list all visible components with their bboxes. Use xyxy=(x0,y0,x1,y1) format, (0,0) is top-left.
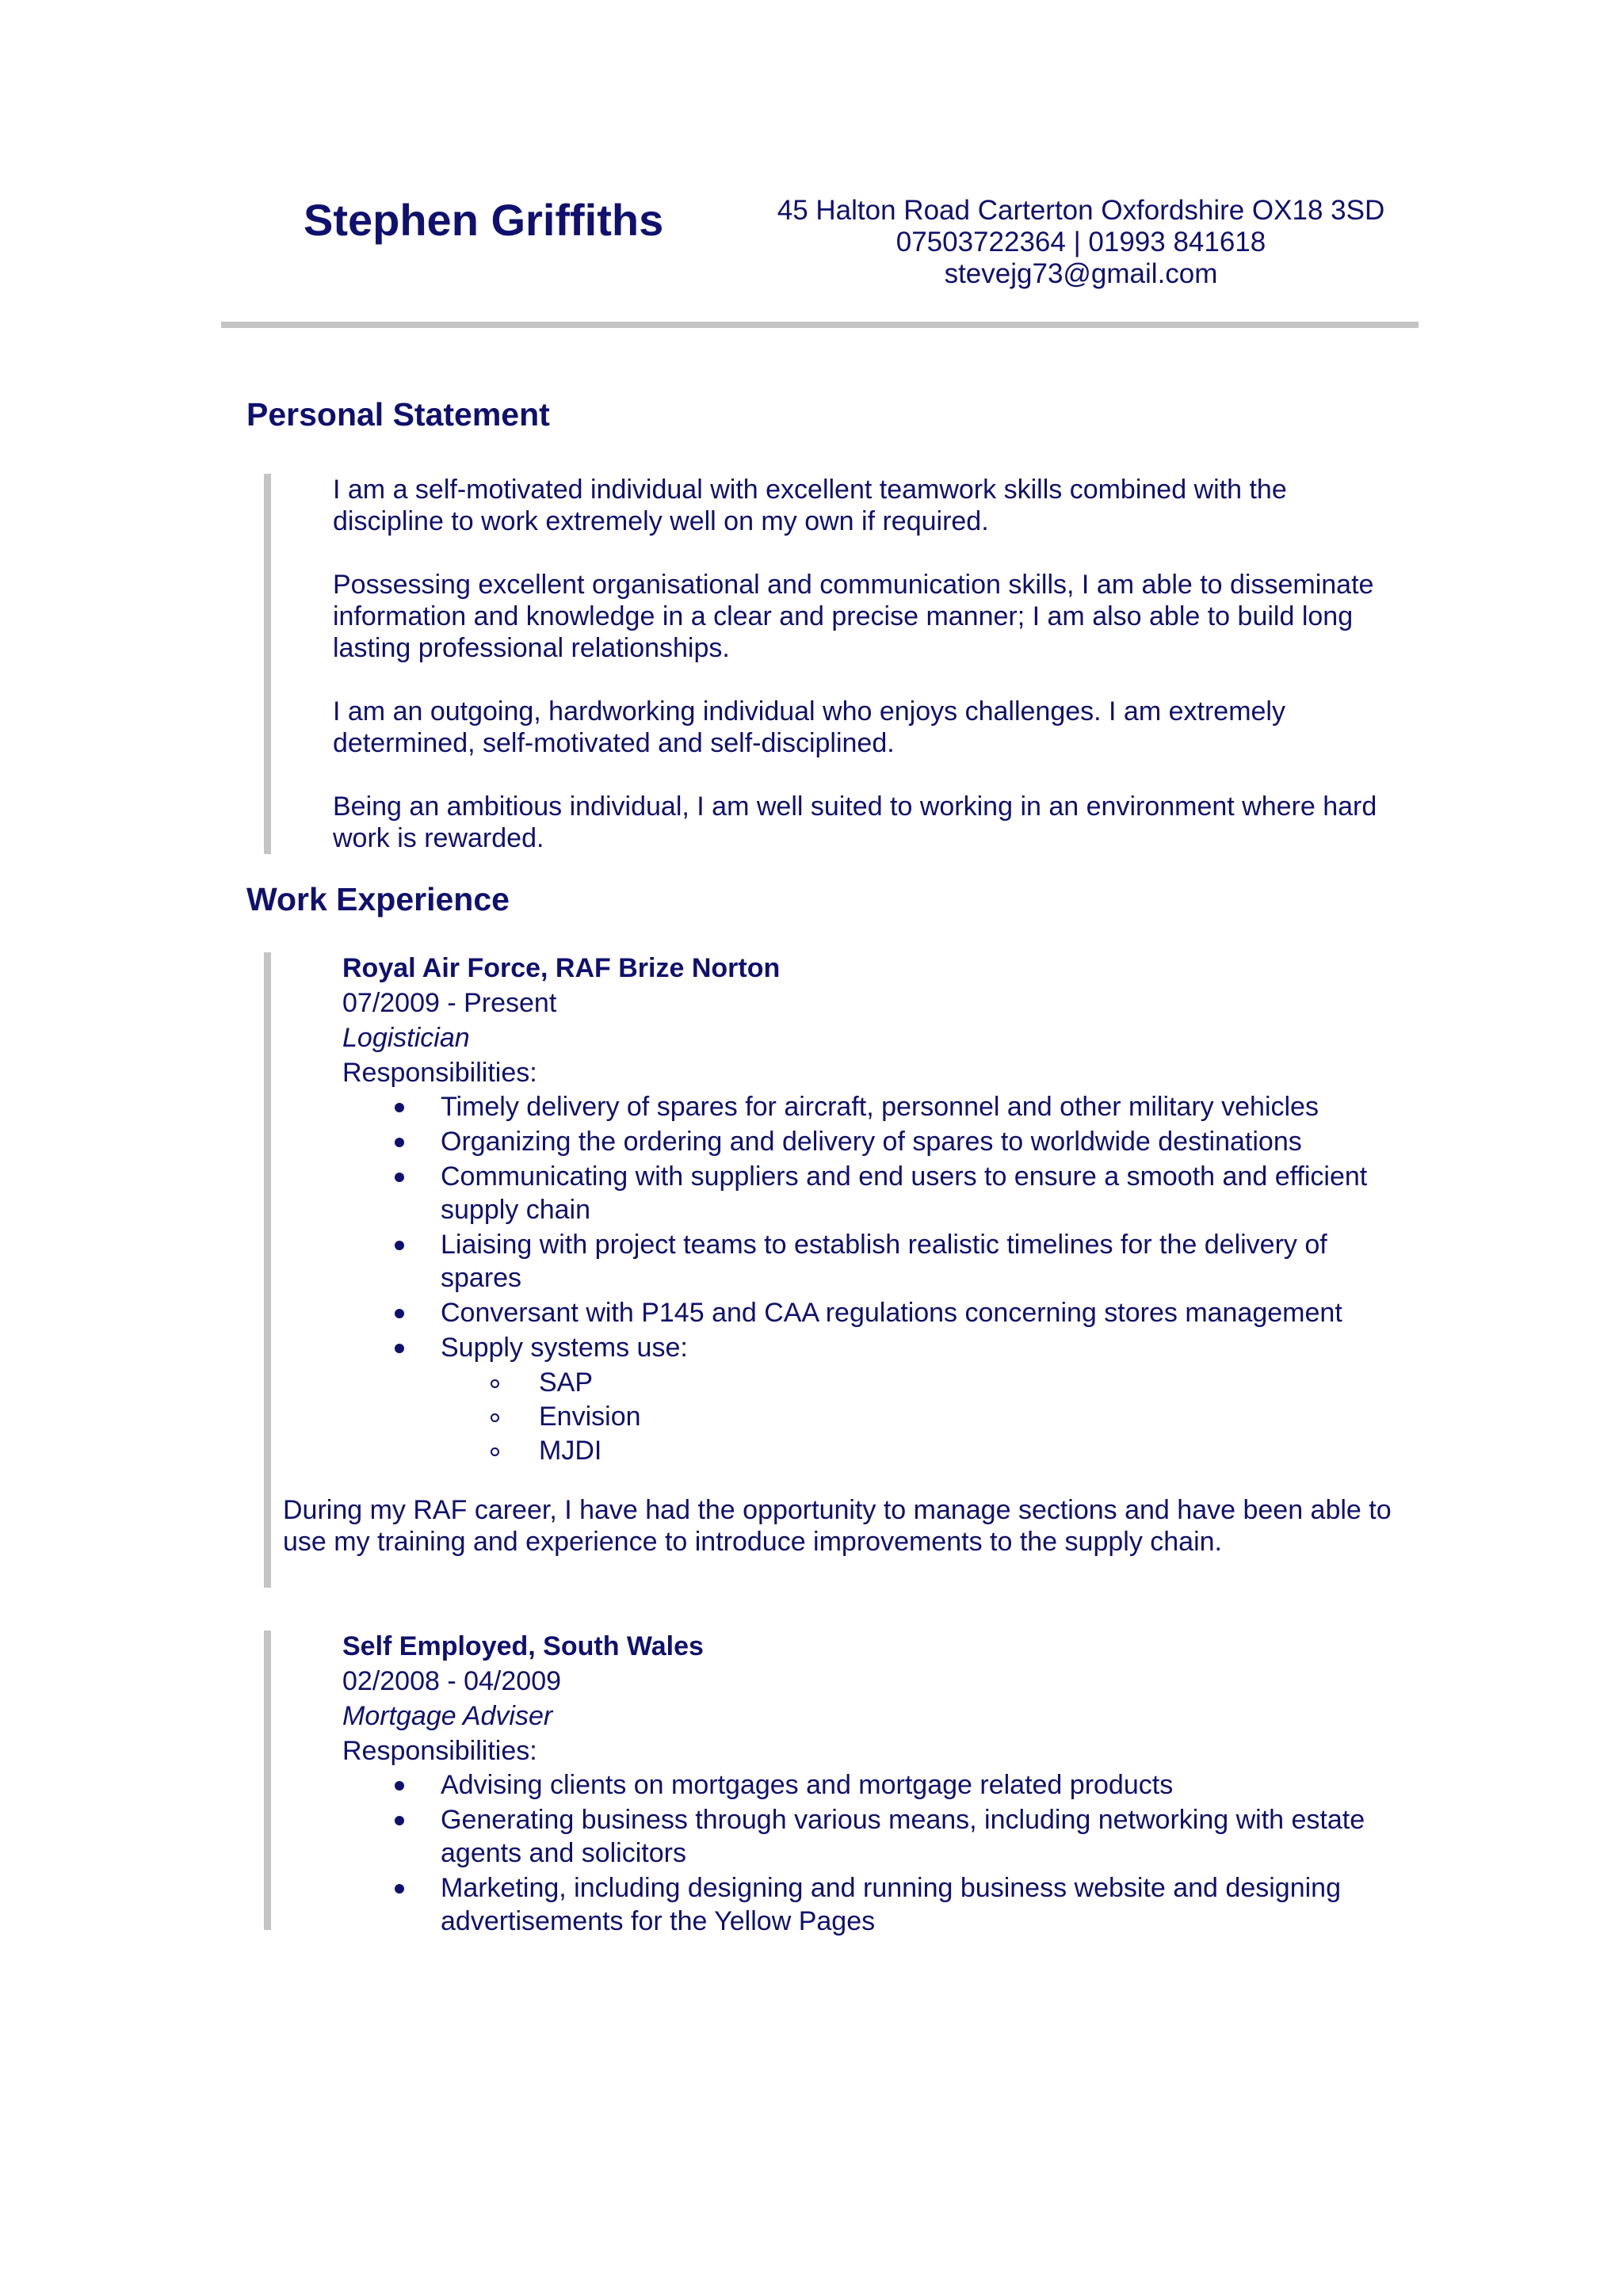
personal-statement-body xyxy=(333,474,1387,886)
contact-block xyxy=(761,195,1401,290)
job-employer: Royal Air Force, RAF Brize Norton xyxy=(342,953,781,983)
circle-bullet-icon xyxy=(491,1379,499,1388)
bullet-icon xyxy=(395,1241,404,1250)
list-item: Generating business through various means, including networking with estate agents and solicitors xyxy=(342,1803,1404,1870)
job-self-employed-bar xyxy=(264,1630,271,1930)
bullet-icon xyxy=(395,1344,404,1353)
list-item: Liaising with project teams to establish realistic timelines for the delivery of spares xyxy=(342,1228,1404,1295)
bullet-icon xyxy=(395,1173,404,1182)
list-item: Marketing, including designing and running business website and designing advertisements for the Yellow Pages xyxy=(342,1871,1404,1938)
list-item: MJDI xyxy=(342,1434,1404,1468)
job-role: Logistician xyxy=(342,1023,470,1053)
job-dates: 07/2009 - Present xyxy=(342,988,557,1018)
responsibilities-list xyxy=(342,1768,1404,1938)
list-item: Communicating with suppliers and end users to ensure a smooth and efficient supply chain xyxy=(342,1160,1404,1226)
phone-numbers: 07503722364 | 01993 841618 xyxy=(896,227,1266,257)
list-item: Advising clients on mortgages and mortgage related products xyxy=(342,1768,1404,1802)
personal-statement-bar xyxy=(264,474,271,854)
work-experience-heading: Work Experience xyxy=(246,881,510,917)
statement-paragraph: I am a self-motivated individual with excellent teamwork skills combined with the discipline to work extremely well on my own if required. xyxy=(333,475,1287,536)
job-dates: 02/2008 - 04/2009 xyxy=(342,1666,562,1696)
email-address: stevejg73@gmail.com xyxy=(944,258,1218,289)
personal-statement-heading: Personal Statement xyxy=(246,396,550,433)
circle-bullet-icon xyxy=(491,1413,499,1422)
statement-paragraph: I am an outgoing, hardworking individual who enjoys challenges. I am extremely determined, self-motivated and self-disciplined. xyxy=(333,696,1285,758)
list-item: Conversant with P145 and CAA regulations concerning stores management xyxy=(342,1296,1404,1329)
candidate-name: Stephen Griffiths xyxy=(304,195,664,245)
job-raf xyxy=(342,951,1404,1468)
job-self-employed xyxy=(342,1629,1404,1939)
statement-paragraph: Possessing excellent organisational and communication skills, I am able to disseminate information and knowledge in a clear and precise manner; I am also able to build long lasting professional relationships. xyxy=(333,570,1374,663)
job-role: Mortgage Adviser xyxy=(342,1701,553,1731)
bullet-icon xyxy=(395,1781,404,1791)
supply-systems-list xyxy=(342,1366,1404,1468)
bullet-icon xyxy=(395,1103,404,1112)
list-item: Timely delivery of spares for aircraft, personnel and other military vehicles xyxy=(342,1090,1404,1123)
bullet-icon xyxy=(395,1138,404,1147)
circle-bullet-icon xyxy=(491,1447,499,1456)
list-item: Envision xyxy=(342,1400,1404,1434)
list-item: SAP xyxy=(342,1366,1404,1400)
address: 45 Halton Road Carterton Oxfordshire OX18 3SD xyxy=(777,195,1385,226)
list-item: Supply systems use: xyxy=(342,1331,1404,1364)
responsibilities-label: Responsibilities: xyxy=(342,1736,537,1766)
responsibilities-list xyxy=(342,1090,1404,1364)
statement-paragraph: Being an ambitious individual, I am well suited to working in an environment where hard work is rewarded. xyxy=(333,791,1377,853)
bullet-icon xyxy=(395,1884,404,1894)
list-item: Organizing the ordering and delivery of spares to worldwide destinations xyxy=(342,1125,1404,1158)
bullet-icon xyxy=(395,1816,404,1825)
bullet-icon xyxy=(395,1309,404,1318)
job-employer: Self Employed, South Wales xyxy=(342,1631,704,1661)
header-divider xyxy=(221,322,1419,328)
responsibilities-label: Responsibilities: xyxy=(342,1058,537,1088)
job-raf-bar xyxy=(264,952,271,1588)
raf-career-summary: During my RAF career, I have had the opportunity to manage sections and have been able to use my training and experience to introduce improvements to the supply chain. xyxy=(283,1495,1392,1557)
